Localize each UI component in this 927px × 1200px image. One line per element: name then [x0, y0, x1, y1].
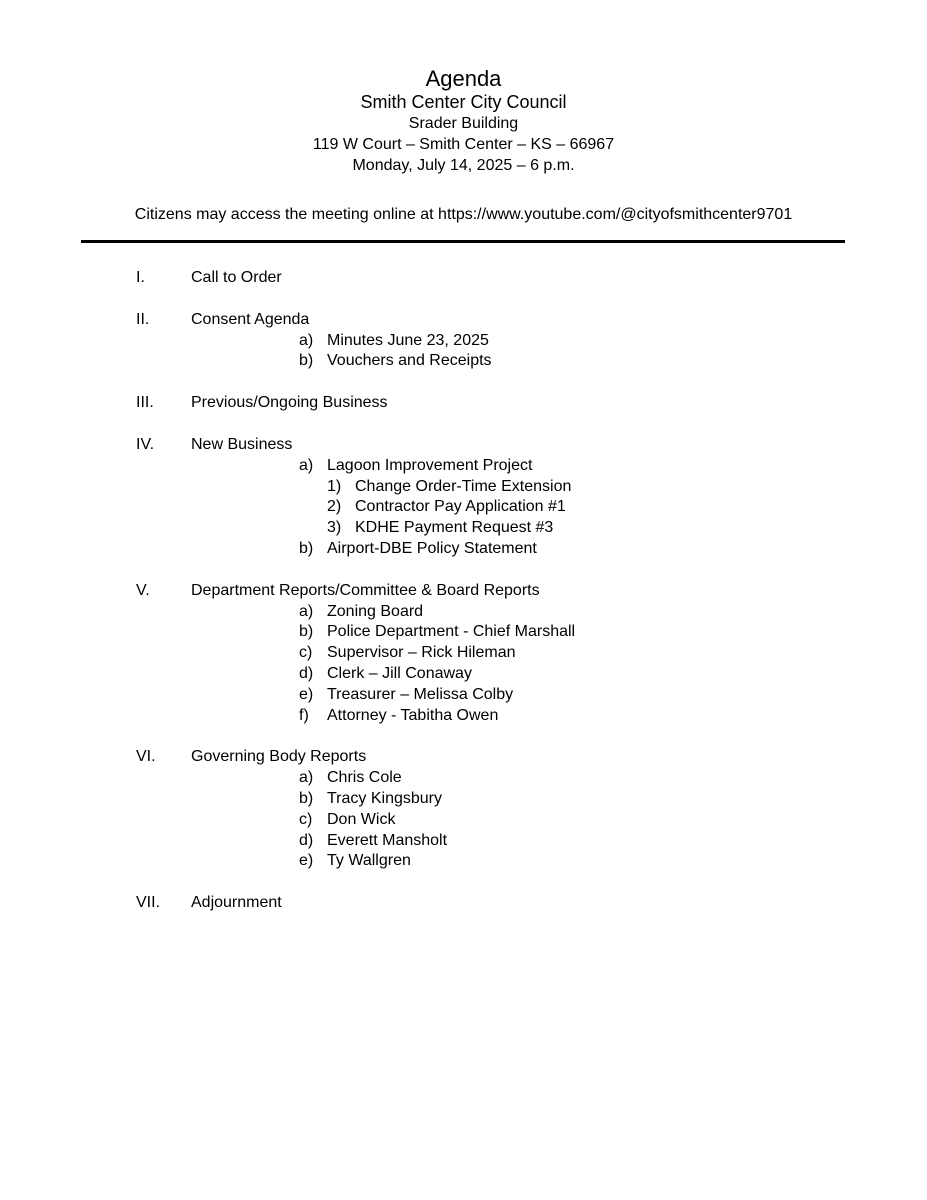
agenda-subitem-marker: d)	[299, 665, 314, 682]
agenda-item-number: III.	[136, 394, 154, 412]
agenda-subitem-marker: a)	[299, 456, 314, 474]
agenda-subitem-label: Airport-DBE Policy Statement	[327, 540, 537, 557]
agenda-subitem-label: Treasurer – Melissa Colby	[327, 685, 514, 703]
building-name: Srader Building	[408, 115, 519, 132]
agenda-subitem-marker: a)	[299, 769, 314, 787]
agenda-subitem-label: Lagoon Improvement Project	[327, 456, 533, 474]
agenda-subitem-marker: e)	[299, 685, 314, 703]
agenda-item-number: VII.	[136, 894, 161, 912]
agenda-subsubitem-marker: 3)	[327, 519, 342, 537]
address: 119 W Court – Smith Center – KS – 66967	[312, 136, 615, 153]
agenda-subsubitem-label: Contractor Pay Application #1	[355, 498, 566, 516]
online-notice: Citizens may access the meeting online at https://www.youtube.com/@cityofsmithcenter9701	[134, 206, 793, 223]
agenda-subitem-label: Minutes June 23, 2025	[327, 331, 489, 349]
agenda-item-label: Call to Order	[191, 269, 282, 286]
agenda-subitem-label: Vouchers and Receipts	[327, 352, 492, 370]
agenda-item-label: Adjournment	[191, 894, 282, 912]
page-title: Agenda	[425, 66, 502, 91]
agenda-subitem-marker: c)	[299, 810, 313, 828]
agenda-subitem-label: Don Wick	[327, 810, 396, 828]
meeting-datetime: Monday, July 14, 2025 – 6 p.m.	[352, 157, 575, 174]
agenda-subitem-label: Attorney - Tabitha Owen	[327, 706, 499, 724]
agenda-subitem-label: Tracy Kingsbury	[327, 790, 442, 807]
agenda-subsubitem-label: KDHE Payment Request #3	[355, 519, 554, 537]
agenda-subitem-marker: b)	[299, 540, 314, 557]
organization-name: Smith Center City Council	[360, 92, 567, 112]
agenda-subsubitem-marker: 1)	[327, 477, 342, 495]
agenda-item-label: Consent Agenda	[191, 310, 310, 328]
agenda-subitem-marker: f)	[299, 706, 309, 724]
agenda-subitem-marker: b)	[299, 352, 314, 370]
agenda-item-number: IV.	[136, 436, 155, 453]
agenda-subitem-marker: e)	[299, 852, 314, 870]
agenda-subitem-label: Supervisor – Rick Hileman	[327, 644, 516, 662]
agenda-subsubitem-label: Change Order-Time Extension	[355, 477, 572, 495]
agenda-item-label: Department Reports/Committee & Board Reports	[191, 581, 540, 599]
agenda-subitem-label: Zoning Board	[327, 602, 424, 620]
agenda-subitem-marker: a)	[299, 331, 314, 349]
agenda-subitem-label: Chris Cole	[327, 769, 402, 787]
agenda-subitem-label: Everett Mansholt	[327, 831, 448, 849]
agenda-item-number: VI.	[136, 748, 156, 766]
agenda-subitem-label: Ty Wallgren	[327, 852, 411, 870]
agenda-subitem-label: Clerk – Jill Conaway	[327, 665, 472, 682]
agenda-item-label: Previous/Ongoing Business	[191, 394, 388, 412]
agenda-item-number: II.	[136, 310, 150, 328]
agenda-subitem-marker: d)	[299, 831, 314, 849]
agenda-item-label: New Business	[191, 436, 293, 453]
agenda-item-number: V.	[136, 581, 150, 599]
agenda-subitem-label: Police Department - Chief Marshall	[327, 623, 576, 641]
agenda-subsubitem-marker: 2)	[327, 498, 342, 516]
agenda-item-label: Governing Body Reports	[191, 748, 367, 766]
agenda-subitem-marker: a)	[299, 602, 314, 620]
agenda-subitem-marker: b)	[299, 790, 314, 807]
agenda-item-number: I.	[136, 269, 145, 286]
agenda-subitem-marker: c)	[299, 644, 313, 662]
agenda-subitem-marker: b)	[299, 623, 314, 641]
